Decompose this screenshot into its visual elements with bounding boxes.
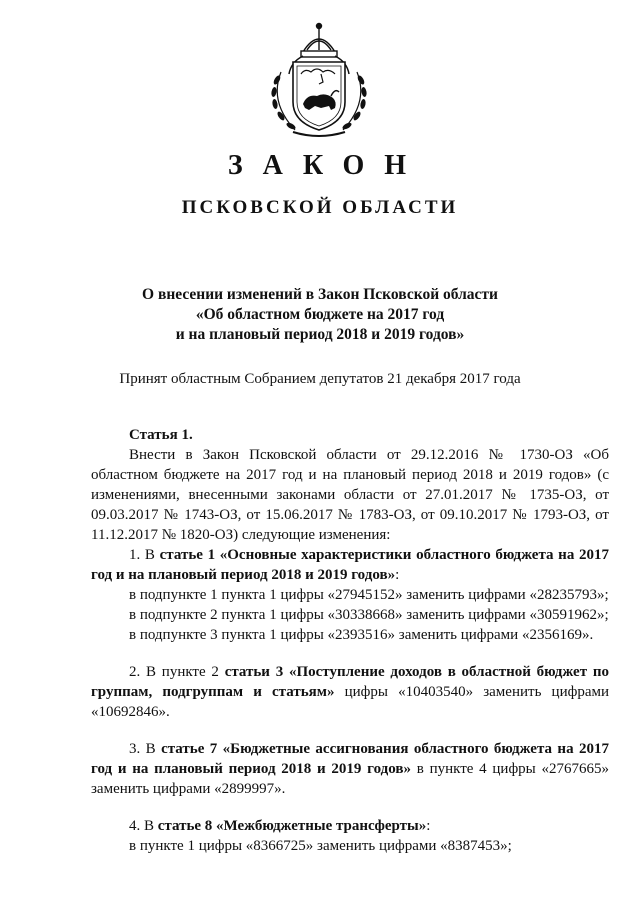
document-type-heading: ЗАКОН [227,150,427,181]
adoption-note: Принят областным Собранием депутатов 21 декабря 2017 года [119,371,521,387]
item-4: 4. В статье 8 «Межбюджетные трансферты»: [129,818,431,834]
pskov-coat-of-arms-icon [263,22,375,140]
document-title [0,285,640,345]
item-1-article-ref: статье 1 «Основные характеристики областного бюджета на 2017 год и на плановый период 2018 и 2019 годов» [91,547,609,583]
document-title-line: О внесении изменений в Закон Псковской области [142,286,498,303]
document-title-line: и на плановый период 2018 и 2019 годов» [175,326,465,343]
item-1-sub-3: в подпункте 3 пункта 1 цифры «2393516» заменить цифрами «2356169». [129,627,594,643]
item-1-sub-2: в подпункте 2 пункта 1 цифры «30338668» заменить цифрами «30591962»; [129,607,609,623]
item-1: 1. В статье 1 «Основные характеристики областного бюджета на 2017 год и на плановый период 2018 и 2019 годов»: [91,547,609,583]
document-title-line: «Об областном бюджете на 2017 год [195,306,445,323]
document-body [91,425,609,856]
article-heading: Статья 1. [129,427,193,443]
item-1-sub-1: в подпункте 1 пункта 1 цифры «27945152» заменить цифрами «28235793»; [129,587,609,603]
item-4-article-ref: статье 8 «Межбюджетные трансферты» [157,818,427,834]
article-intro: Внести в Закон Псковской области от 29.12.2016 № 1730-ОЗ «Об областном бюджете на 2017 год и на плановый период 2018 и 2019 годов» (с изменениями, внесенными законами области от 27.01.2017 № 1735-ОЗ, от 09.03.2017 № 1743-ОЗ, от 15.06.2017 № 1783-ОЗ, от 09.10.2017 № 1793-ОЗ, от 11.12.2017 № 1820-ОЗ) следующие изменения: [91,447,609,543]
region-heading: ПСКОВСКОЙ ОБЛАСТИ [181,197,459,218]
item-4-sub-1: в пункте 1 цифры «8366725» заменить цифрами «8387453»; [129,838,512,854]
item-3: 3. В статье 7 «Бюджетные ассигнования областного бюджета на 2017 год и на плановый период 2018 и 2019 годов» в пункте 4 цифры «2767665» заменить цифрами «2899997». [91,741,609,797]
item-2: 2. В пункте 2 статьи 3 «Поступление доходов в областной бюджет по группам, подгруппам и статьям» цифры «10403540» заменить цифрами «10692846». [91,664,609,720]
item-2-article-ref: статьи 3 «Поступление доходов в областной бюджет по группам, подгруппам и статьям» [91,664,609,700]
item-3-article-ref: статье 7 «Бюджетные ассигнования областного бюджета на 2017 год и на плановый период 2018 и 2019 годов» [91,741,609,777]
